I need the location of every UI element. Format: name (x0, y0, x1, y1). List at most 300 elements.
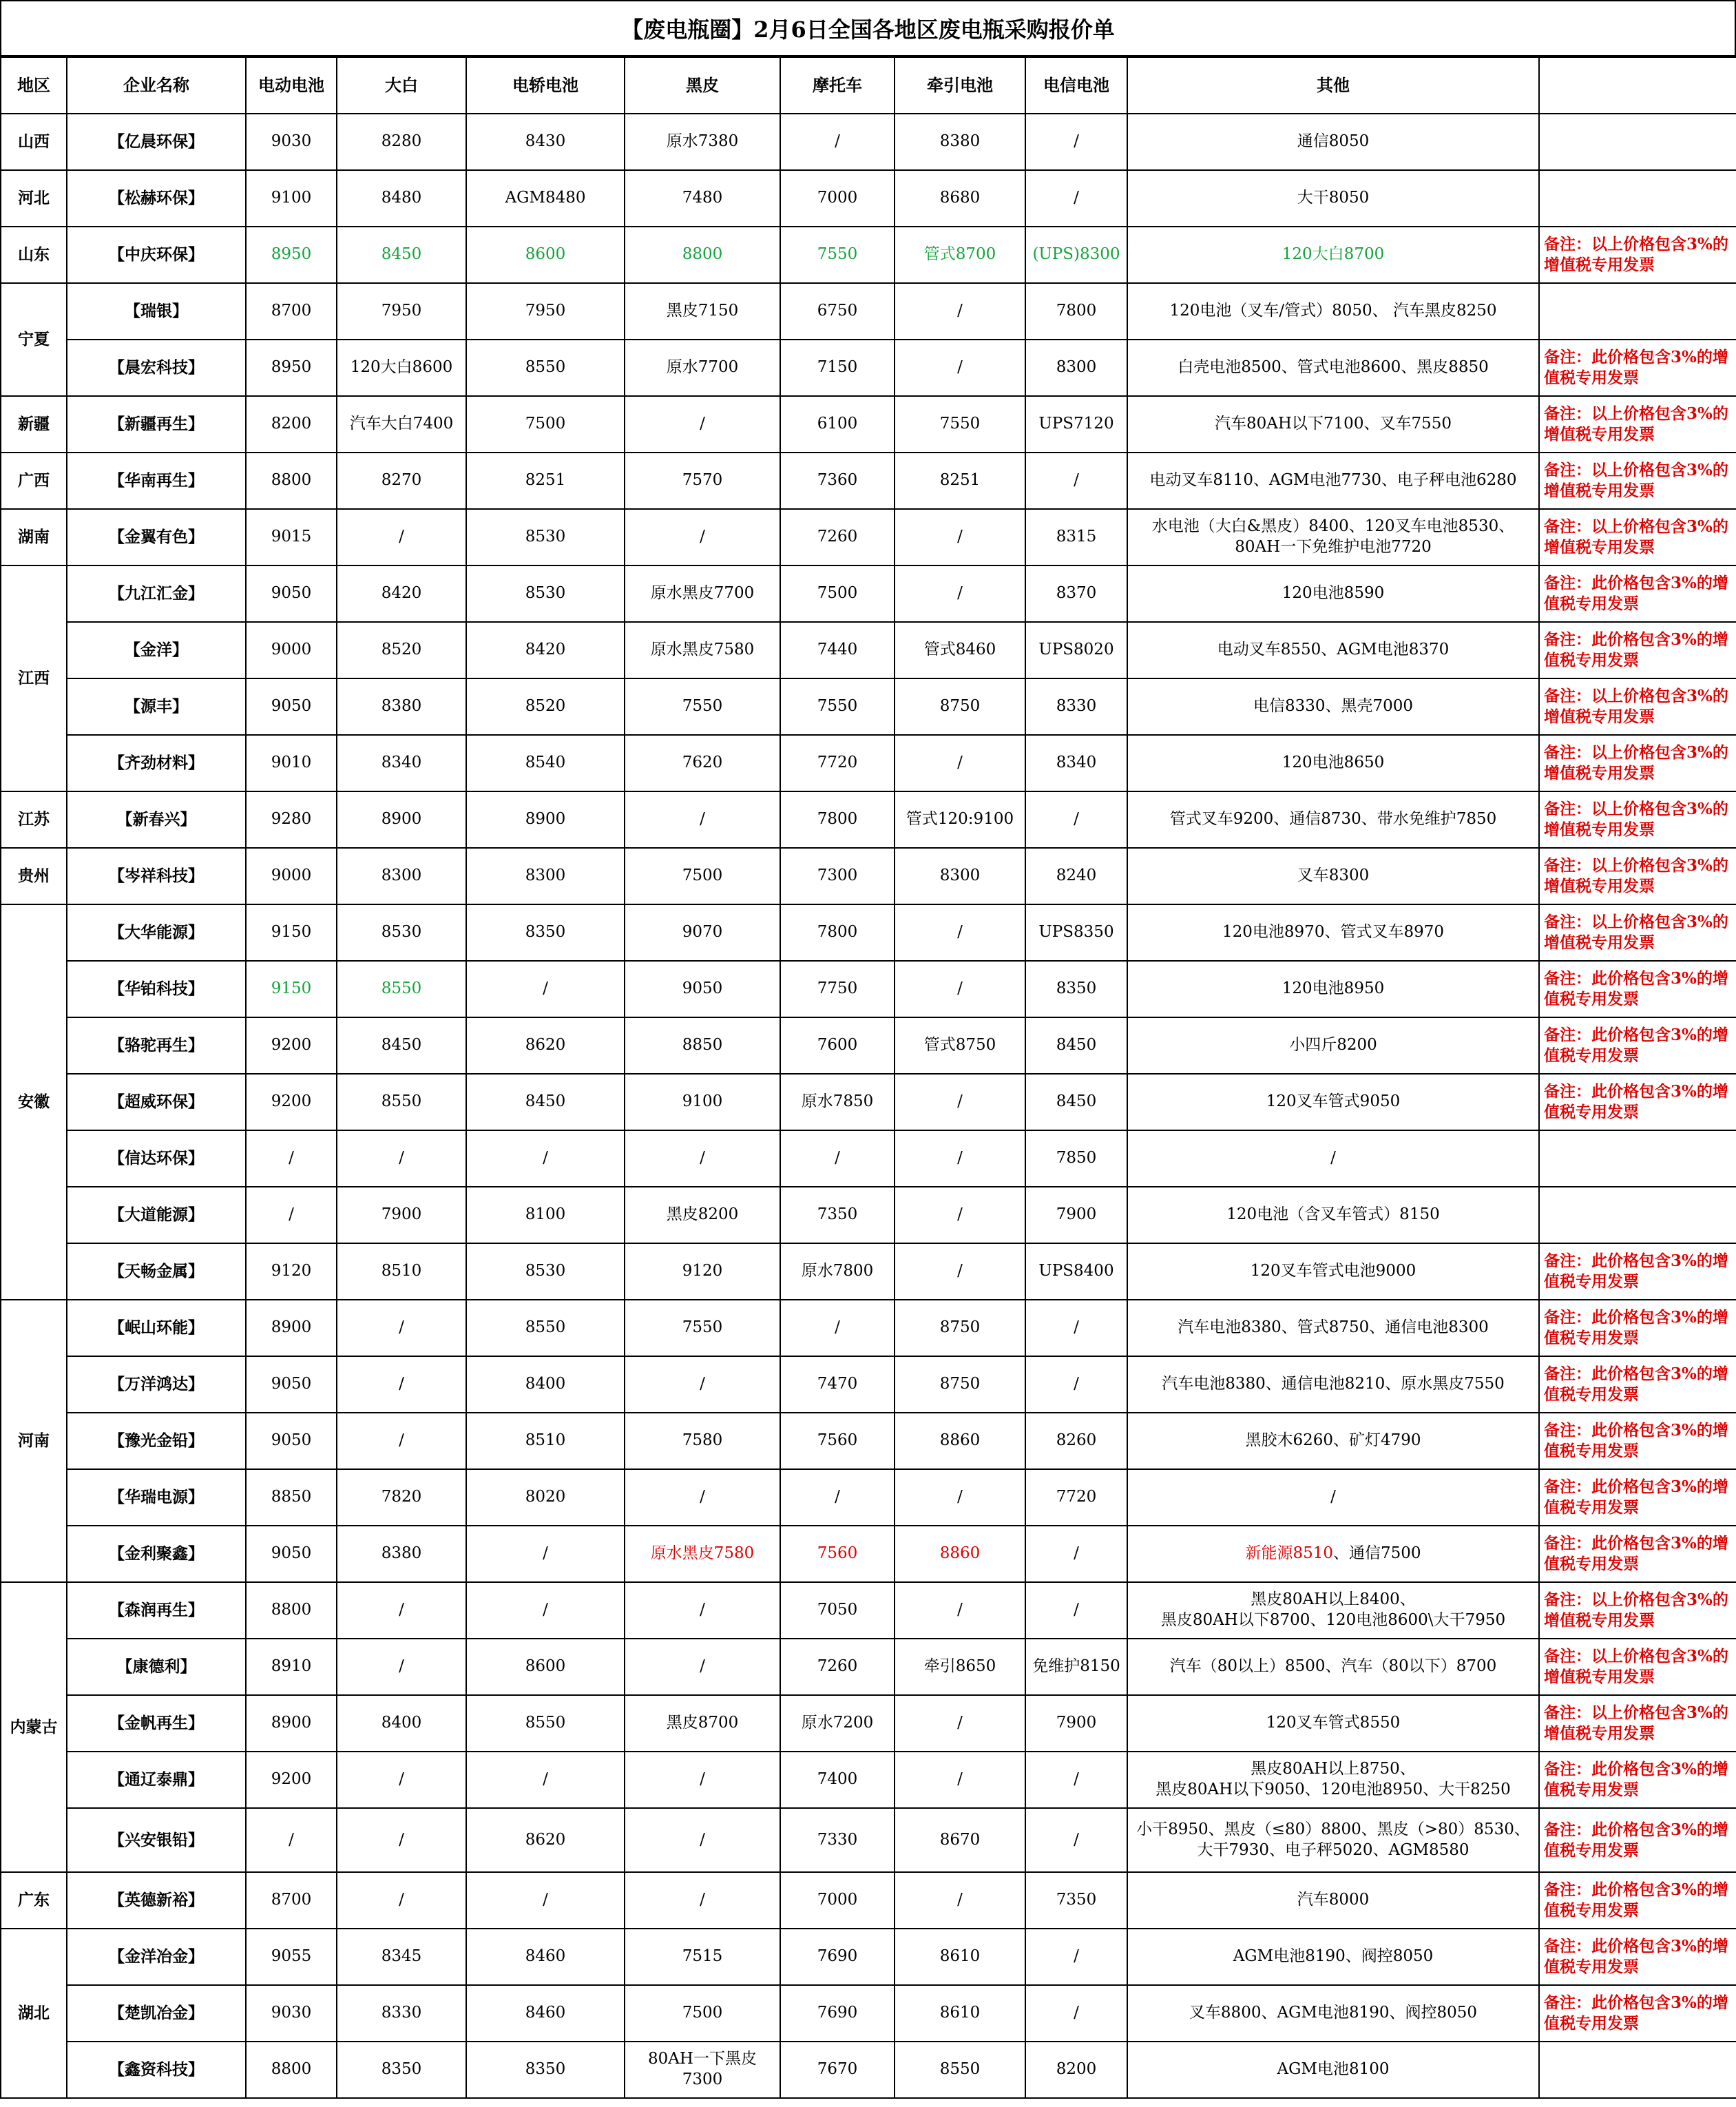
price-cell: 9100 (625, 1074, 780, 1130)
price-cell: 8540 (466, 735, 625, 791)
table-row (1, 678, 1736, 735)
table-row (1, 1243, 1736, 1300)
price-cell: 9050 (625, 961, 780, 1017)
price-cell: 7800 (780, 791, 895, 848)
price-cell: 8251 (895, 453, 1025, 509)
region-cell: 江西 (1, 565, 67, 791)
table-row (1, 622, 1736, 678)
price-cell: 8345 (337, 1929, 466, 1985)
region-cell: 广西 (1, 453, 67, 509)
price-cell: 黑皮7150 (625, 283, 780, 340)
price-cell: 8020 (466, 1469, 625, 1526)
other-cell: 120电池（叉车/管式）8050、 汽车黑皮8250 (1127, 283, 1539, 340)
price-cell: 9010 (246, 735, 337, 791)
price-cell: / (1025, 791, 1127, 848)
note-cell: 备注：以上价格包含3%的增值税专用发票 (1539, 396, 1736, 453)
price-cell: 8680 (895, 170, 1025, 227)
price-cell: 8530 (466, 509, 625, 565)
price-cell: / (246, 1130, 337, 1187)
price-cell: 7820 (337, 1469, 466, 1526)
note-cell: 备注：此价格包含3%的增值税专用发票 (1539, 1413, 1736, 1469)
note-cell: 备注：以上价格包含3%的增值税专用发票 (1539, 848, 1736, 904)
price-cell: 8550 (466, 1695, 625, 1752)
price-cell: 9070 (625, 904, 780, 961)
price-cell: / (780, 1130, 895, 1187)
region-cell: 湖北 (1, 1929, 67, 2098)
table-row (1, 283, 1736, 340)
price-cell: / (466, 1130, 625, 1187)
price-cell: 9280 (246, 791, 337, 848)
company-name: 【鑫资科技】 (67, 2042, 246, 2098)
price-cell: 8530 (466, 1243, 625, 1300)
note-cell: 备注：此价格包含3%的增值税专用发票 (1539, 961, 1736, 1017)
table-row (1, 114, 1736, 170)
price-cell: 8750 (895, 1356, 1025, 1413)
note-cell: 备注：此价格包含3%的增值税专用发票 (1539, 622, 1736, 678)
price-cell: 9000 (246, 622, 337, 678)
price-cell: 8450 (1025, 1074, 1127, 1130)
price-cell: 8430 (466, 114, 625, 170)
price-cell: 8200 (1025, 2042, 1127, 2098)
other-cell: 大干8050 (1127, 170, 1539, 227)
price-cell: 8300 (895, 848, 1025, 904)
region-cell: 安徽 (1, 904, 67, 1300)
table-row (1, 340, 1736, 396)
price-cell: 9050 (246, 678, 337, 735)
company-name: 【超威环保】 (67, 1074, 246, 1130)
price-cell: 8200 (246, 396, 337, 453)
price-cell: / (780, 1300, 895, 1356)
price-cell: 8240 (1025, 848, 1127, 904)
other-line2: 黑皮80AH以下9050、120电池8950、大干8250 (1155, 1781, 1511, 1798)
price-cell: 7550 (625, 1300, 780, 1356)
note-cell: 备注：以上价格包含3%的增值税专用发票 (1539, 678, 1736, 735)
note-cell: 备注：此价格包含3%的增值税专用发票 (1539, 1872, 1736, 1929)
price-cell: 9120 (625, 1243, 780, 1300)
price-cell: 7560 (780, 1526, 895, 1582)
price-cell: 7850 (1025, 1130, 1127, 1187)
price-cell: / (1025, 1752, 1127, 1808)
price-cell: 8510 (466, 1413, 625, 1469)
price-cell: 8460 (466, 1929, 625, 1985)
price-cell: 8800 (246, 453, 337, 509)
price-cell: 7900 (1025, 1695, 1127, 1752)
header-cell: 地区 (1, 57, 67, 114)
table-row (1, 735, 1736, 791)
price-cell: 8350 (337, 2042, 466, 2098)
price-cell: 9120 (246, 1243, 337, 1300)
other-cell: 小干8950、黑皮（≤80）8800、黑皮（>80）8530、 大干7930、电子秤5020、AGM8580 (1127, 1808, 1539, 1872)
price-cell: 8700 (246, 1872, 337, 1929)
price-cell: (UPS)8300 (1025, 227, 1127, 283)
company-name: 【松赫环保】 (67, 170, 246, 227)
price-cell: / (337, 1752, 466, 1808)
table-row (1, 170, 1736, 227)
price-cell: 7550 (895, 396, 1025, 453)
price-cell: 8550 (895, 2042, 1025, 2098)
price-cell: 原水7200 (780, 1695, 895, 1752)
price-cell: 7720 (780, 735, 895, 791)
company-name: 【华铂科技】 (67, 961, 246, 1017)
price-cell: 管式8750 (895, 1017, 1025, 1074)
price-cell: 原水7850 (780, 1074, 895, 1130)
price-cell: 7550 (780, 227, 895, 283)
price-cell: 9150 (246, 904, 337, 961)
price-cell: 7350 (780, 1187, 895, 1243)
price-cell: / (895, 1130, 1025, 1187)
header-cell: 企业名称 (67, 57, 246, 114)
price-cell: 8300 (466, 848, 625, 904)
price-cell: 8950 (246, 340, 337, 396)
price-cell: 8400 (466, 1356, 625, 1413)
price-cell: 7950 (466, 283, 625, 340)
company-name: 【金帆再生】 (67, 1695, 246, 1752)
price-cell: 7800 (1025, 283, 1127, 340)
region-cell: 江苏 (1, 791, 67, 848)
price-cell: / (337, 1130, 466, 1187)
price-cell: / (625, 1872, 780, 1929)
company-name: 【通辽泰鼎】 (67, 1752, 246, 1808)
other-cell: 水电池（大白&黑皮）8400、120叉车电池8530、80AH一下免维护电池7720 (1127, 509, 1539, 565)
price-cell: / (895, 735, 1025, 791)
price-cell: 8850 (246, 1469, 337, 1526)
price-cell: / (337, 1872, 466, 1929)
price-cell: 7360 (780, 453, 895, 509)
price-cell: 7550 (625, 678, 780, 735)
price-cell: / (337, 509, 466, 565)
price-cell: 8900 (466, 791, 625, 848)
price-cell: 8550 (466, 340, 625, 396)
price-cell: 8900 (337, 791, 466, 848)
company-name: 【大华能源】 (67, 904, 246, 961)
sheet-title: 【废电瓶圈】2月6日全国各地区废电瓶采购报价单 (0, 0, 1736, 56)
price-cell: / (780, 1469, 895, 1526)
price-cell: 9030 (246, 114, 337, 170)
price-cell: 7670 (780, 2042, 895, 2098)
other-cell: 汽车80AH以下7100、叉车7550 (1127, 396, 1539, 453)
price-cell: 9100 (246, 170, 337, 227)
price-cell: 8460 (466, 1985, 625, 2042)
price-cell: 8860 (895, 1526, 1025, 1582)
price-cell: 9150 (246, 961, 337, 1017)
table-row (1, 1300, 1736, 1356)
note-cell: 备注：以上价格包含3%的增值税专用发票 (1539, 1639, 1736, 1695)
other-cell: AGM电池8190、阀控8050 (1127, 1929, 1539, 1985)
price-cell: 7480 (625, 170, 780, 227)
note-cell: 备注：此价格包含3%的增值税专用发票 (1539, 1017, 1736, 1074)
price-cell: 原水黑皮7580 (625, 1526, 780, 1582)
price-cell: 7600 (780, 1017, 895, 1074)
note-cell (1539, 2042, 1736, 2098)
other-cell: 管式叉车9200、通信8730、带水免维护7850 (1127, 791, 1539, 848)
price-cell: / (625, 396, 780, 453)
price-cell: 汽车大白7400 (337, 396, 466, 453)
company-name: 【英德新裕】 (67, 1872, 246, 1929)
price-cell: 7400 (780, 1752, 895, 1808)
note-cell: 备注：以上价格包含3%的增值税专用发票 (1539, 509, 1736, 565)
price-cell: 8700 (246, 283, 337, 340)
price-cell: 7500 (625, 848, 780, 904)
price-cell: 8610 (895, 1985, 1025, 2042)
price-cell: 9055 (246, 1929, 337, 1985)
other-cell: 电信8330、黑壳7000 (1127, 678, 1539, 735)
price-cell: / (625, 1808, 780, 1872)
price-cell: 6750 (780, 283, 895, 340)
other-cell: 汽车8000 (1127, 1872, 1539, 1929)
table-row (1, 961, 1736, 1017)
price-cell: 8350 (466, 904, 625, 961)
price-cell: 9015 (246, 509, 337, 565)
other-cell: 120大白8700 (1127, 227, 1539, 283)
price-cell: / (895, 1243, 1025, 1300)
other-cell: 汽车电池8380、管式8750、通信电池8300 (1127, 1300, 1539, 1356)
company-name: 【金洋】 (67, 622, 246, 678)
region-cell: 内蒙古 (1, 1582, 67, 1872)
price-cell: / (1025, 1582, 1127, 1639)
note-cell: 备注：此价格包含3%的增值税专用发票 (1539, 1243, 1736, 1300)
header-cell: 电信电池 (1025, 57, 1127, 114)
table-row (1, 904, 1736, 961)
price-cell: 8670 (895, 1808, 1025, 1872)
price-cell: 8520 (337, 622, 466, 678)
other-cell: 小四斤8200 (1127, 1017, 1539, 1074)
header-cell: 其他 (1127, 57, 1539, 114)
other-cell: 黑胶木6260、矿灯4790 (1127, 1413, 1539, 1469)
price-cell: 原水黑皮7580 (625, 622, 780, 678)
price-cell: 8300 (337, 848, 466, 904)
price-cell: 原水7800 (780, 1243, 895, 1300)
price-cell: / (625, 1469, 780, 1526)
company-name: 【齐劲材料】 (67, 735, 246, 791)
price-cell: 8350 (1025, 961, 1127, 1017)
price-cell: 9200 (246, 1752, 337, 1808)
table-row (1, 1356, 1736, 1413)
price-cell: 9200 (246, 1074, 337, 1130)
note-cell: 备注：此价格包含3%的增值税专用发票 (1539, 565, 1736, 622)
price-cell: 7550 (780, 678, 895, 735)
price-cell: / (466, 1582, 625, 1639)
price-cell: 9030 (246, 1985, 337, 2042)
price-cell: / (895, 340, 1025, 396)
price-cell: 6100 (780, 396, 895, 453)
table-row (1, 509, 1736, 565)
price-cell: 8800 (246, 2042, 337, 2098)
region-cell: 广东 (1, 1872, 67, 1929)
price-cell: / (625, 1752, 780, 1808)
note-cell (1539, 283, 1736, 340)
price-cell: 8420 (337, 565, 466, 622)
price-cell: / (780, 114, 895, 170)
price-cell: 7515 (625, 1929, 780, 1985)
note-cell: 备注：此价格包含3%的增值税专用发票 (1539, 1929, 1736, 1985)
other-cell: 电动叉车8550、AGM电池8370 (1127, 622, 1539, 678)
price-cell: 8950 (246, 227, 337, 283)
table-row (1, 1130, 1736, 1187)
note-cell: 备注：以上价格包含3%的增值税专用发票 (1539, 227, 1736, 283)
price-cell: 黑皮8700 (625, 1695, 780, 1752)
price-cell: 7690 (780, 1929, 895, 1985)
table-row (1, 227, 1736, 283)
table-row (1, 1872, 1736, 1929)
price-cell: 8530 (337, 904, 466, 961)
region-cell: 湖南 (1, 509, 67, 565)
price-cell: 原水7380 (625, 114, 780, 170)
price-cell: / (895, 904, 1025, 961)
price-cell: / (625, 1130, 780, 1187)
table-row (1, 2042, 1736, 2098)
price-cell: 7500 (780, 565, 895, 622)
other-line2: 黑皮80AH以下8700、120电池8600\大干7950 (1160, 1611, 1506, 1629)
table-row (1, 453, 1736, 509)
price-cell: / (337, 1808, 466, 1872)
table-row (1, 1985, 1736, 2042)
note-cell: 备注：此价格包含3%的增值税专用发票 (1539, 1808, 1736, 1872)
price-cell: / (625, 509, 780, 565)
price-cell: 7500 (466, 396, 625, 453)
note-cell: 备注：此价格包含3%的增值税专用发票 (1539, 1356, 1736, 1413)
table-row (1, 1582, 1736, 1639)
table-row (1, 1929, 1736, 1985)
other-cell: / (1127, 1469, 1539, 1526)
price-cell: 120大白8600 (337, 340, 466, 396)
price-cell: 7000 (780, 1872, 895, 1929)
price-cell: 8600 (466, 1639, 625, 1695)
other-cell: / (1127, 1130, 1539, 1187)
price-cell: 9050 (246, 1356, 337, 1413)
note-cell: 备注：此价格包含3%的增值税专用发票 (1539, 1985, 1736, 2042)
header-cell: 大白 (337, 57, 466, 114)
price-cell: / (1025, 453, 1127, 509)
price-cell: 8280 (337, 114, 466, 170)
price-cell: 7000 (780, 170, 895, 227)
price-cell: 7150 (780, 340, 895, 396)
table-row (1, 1752, 1736, 1808)
company-name: 【岷山环能】 (67, 1300, 246, 1356)
company-name: 【大道能源】 (67, 1187, 246, 1243)
price-cell: / (246, 1187, 337, 1243)
note-cell: 备注：以上价格包含3%的增值税专用发票 (1539, 791, 1736, 848)
table-row (1, 1695, 1736, 1752)
price-cell: 管式120:9100 (895, 791, 1025, 848)
note-cell (1539, 114, 1736, 170)
table-row (1, 1017, 1736, 1074)
price-cell: 8450 (466, 1074, 625, 1130)
price-cell: 7570 (625, 453, 780, 509)
other-cell: 叉车8300 (1127, 848, 1539, 904)
note-cell (1539, 1187, 1736, 1243)
other-extra: 、通信7500 (1333, 1544, 1421, 1563)
other-cell: 黑皮80AH以上8750、 黑皮80AH以下9050、120电池8950、大干8250 (1127, 1752, 1539, 1808)
price-cell: 8800 (246, 1582, 337, 1639)
price-cell: 8251 (466, 453, 625, 509)
price-cell: 8380 (895, 114, 1025, 170)
price-cell: 7620 (625, 735, 780, 791)
price-cell: / (466, 961, 625, 1017)
price-cell: / (625, 1356, 780, 1413)
note-cell: 备注：此价格包含3%的增值税专用发票 (1539, 1526, 1736, 1582)
header-cell: 摩托车 (780, 57, 895, 114)
table-row (1, 1413, 1736, 1469)
price-cell: 8350 (466, 2042, 625, 2098)
price-cell: 7500 (625, 1985, 780, 2042)
table-row (1, 1639, 1736, 1695)
price-cell: 8270 (337, 453, 466, 509)
other-cell: 120电池（含叉车管式）8150 (1127, 1187, 1539, 1243)
price-cell: / (895, 1695, 1025, 1752)
other-cell: 黑皮80AH以上8400、 黑皮80AH以下8700、120电池8600\大干7950 (1127, 1582, 1539, 1639)
price-cell: 8610 (895, 1929, 1025, 1985)
price-cell: 8620 (466, 1808, 625, 1872)
header-cell: 电轿电池 (466, 57, 625, 114)
region-cell: 新疆 (1, 396, 67, 453)
company-name: 【兴安银铅】 (67, 1808, 246, 1872)
price-cell: 管式8700 (895, 227, 1025, 283)
price-cell: 8300 (1025, 340, 1127, 396)
price-cell: 8340 (1025, 735, 1127, 791)
price-cell: 8900 (246, 1695, 337, 1752)
company-name: 【信达环保】 (67, 1130, 246, 1187)
note-cell (1539, 1130, 1736, 1187)
price-cell: / (1025, 1300, 1127, 1356)
company-name: 【华南再生】 (67, 453, 246, 509)
price-cell: 8420 (466, 622, 625, 678)
table-row (1, 848, 1736, 904)
other-line2: 大干7930、电子秤5020、AGM8580 (1197, 1840, 1470, 1859)
note-cell: 备注：以上价格包含3%的增值税专用发票 (1539, 1695, 1736, 1752)
price-cell: 8600 (466, 227, 625, 283)
price-cell: / (895, 1752, 1025, 1808)
price-cell: 9000 (246, 848, 337, 904)
region-cell: 河南 (1, 1300, 67, 1582)
price-cell: 8860 (895, 1413, 1025, 1469)
price-cell: 8450 (337, 1017, 466, 1074)
price-cell: / (895, 509, 1025, 565)
other-cell: 白壳电池8500、管式电池8600、黑皮8850 (1127, 340, 1539, 396)
price-cell: 8340 (337, 735, 466, 791)
other-cell: 新能源8510、通信7500 (1127, 1526, 1539, 1582)
other-cell: 120叉车管式电池9000 (1127, 1243, 1539, 1300)
price-cell: 8330 (1025, 678, 1127, 735)
price-cell: 7750 (780, 961, 895, 1017)
price-cell: 7720 (1025, 1469, 1127, 1526)
header-cell: 黑皮 (625, 57, 780, 114)
table-row (1, 1187, 1736, 1243)
price-cell: 8100 (466, 1187, 625, 1243)
company-name: 【豫光金铅】 (67, 1413, 246, 1469)
price-cell: 8750 (895, 678, 1025, 735)
price-cell: 7330 (780, 1808, 895, 1872)
price-cell: / (1025, 1985, 1127, 2042)
company-name: 【康德利】 (67, 1639, 246, 1695)
price-cell: / (337, 1356, 466, 1413)
note-cell: 备注：以上价格包含3%的增值税专用发票 (1539, 904, 1736, 961)
price-cell: 免维护8150 (1025, 1639, 1127, 1695)
company-name: 【九江汇金】 (67, 565, 246, 622)
table-row (1, 1074, 1736, 1130)
price-cell: 8550 (337, 1074, 466, 1130)
price-cell: / (466, 1872, 625, 1929)
price-cell: 7900 (337, 1187, 466, 1243)
table-row (1, 1526, 1736, 1582)
price-cell: 7690 (780, 1985, 895, 2042)
price-cell: 8900 (246, 1300, 337, 1356)
region-cell: 河北 (1, 170, 67, 227)
note-cell: 备注：此价格包含3%的增值税专用发票 (1539, 1300, 1736, 1356)
price-cell: 8380 (337, 1526, 466, 1582)
note-cell: 备注：此价格包含3%的增值税专用发票 (1539, 1469, 1736, 1526)
price-cell: 8330 (337, 1985, 466, 2042)
price-cell: 8400 (337, 1695, 466, 1752)
